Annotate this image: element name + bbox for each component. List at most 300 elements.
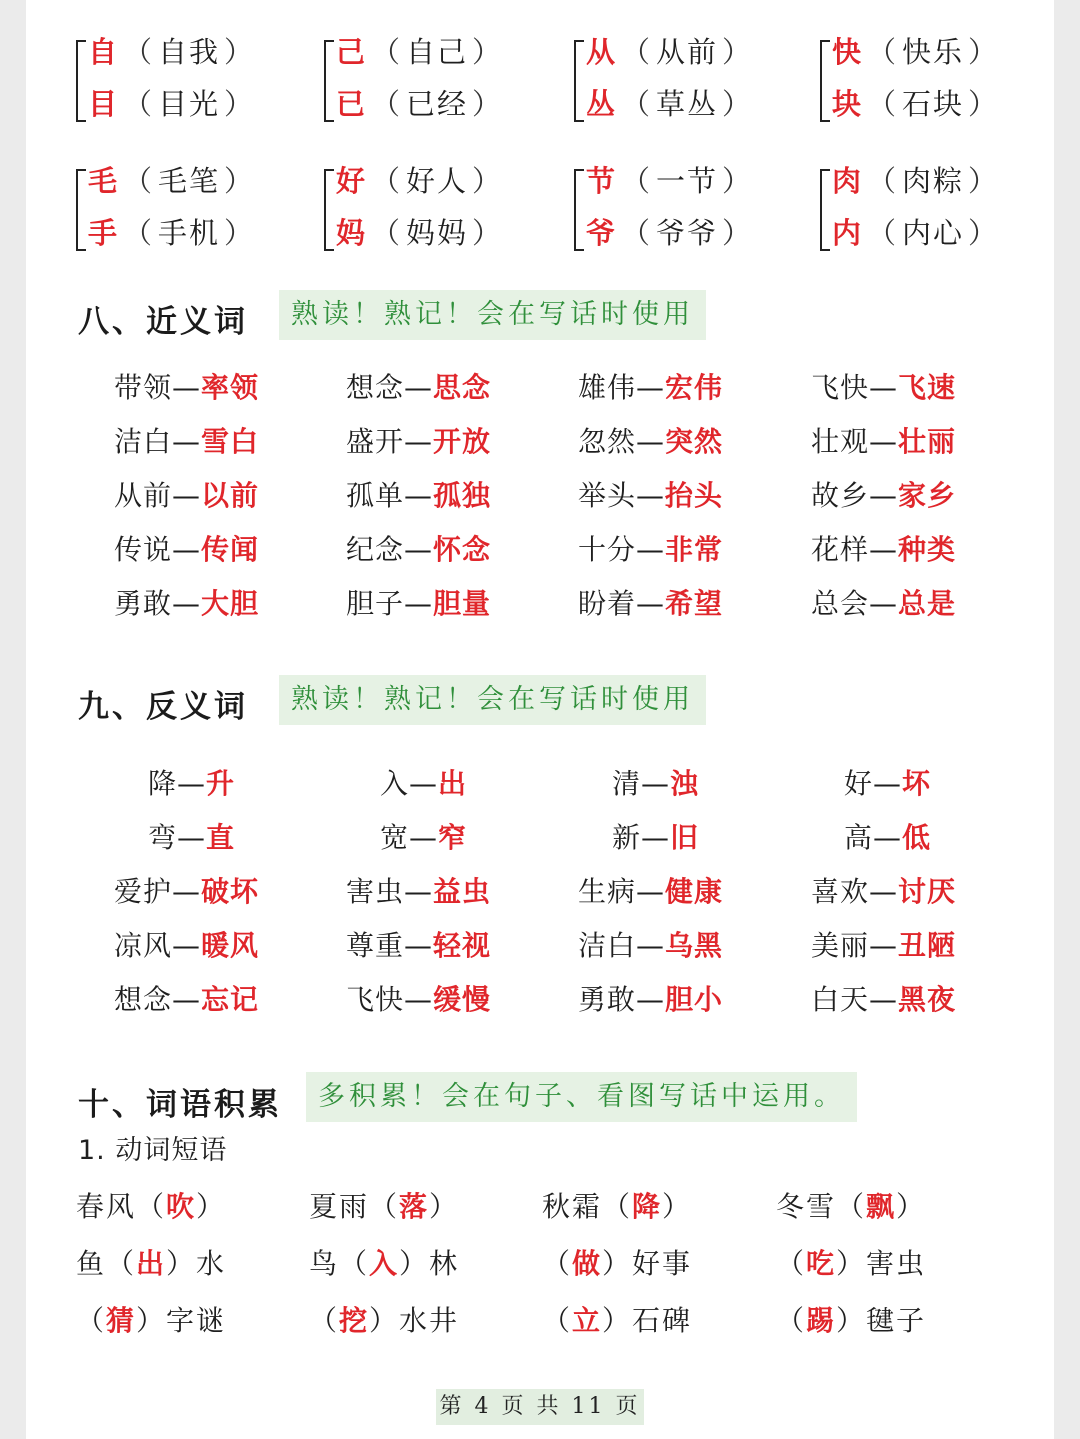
open-paren: （ [123,164,155,198]
page-footer: 第 4 页 共 11 页 [436,1389,644,1425]
phrase-verb: 落 [399,1190,430,1223]
word-answer: 丑陋 [898,929,957,962]
open-paren: （ [621,87,653,121]
word-answer: 低 [902,821,932,854]
char-pair-line [586,159,757,200]
word-answer: 坏 [902,767,932,800]
close-paren: ） [224,35,256,69]
word-pair [578,870,723,910]
example-word: 好人 [406,164,469,198]
phrase-verb: 踢 [806,1304,837,1337]
char-pair-group [820,30,1040,142]
dash: — [869,533,899,566]
char-pair-group [820,159,1040,271]
bracket-mark [324,169,334,251]
dash: — [404,983,434,1016]
phrase-suffix: ） [662,1190,693,1223]
word-base: 故乡 [811,479,870,512]
word-answer: 直 [206,821,236,854]
dash: — [404,425,434,458]
word-pair [346,870,491,910]
word-base: 忽然 [578,425,637,458]
dash: — [172,929,202,962]
word-pair [844,762,931,802]
verb-phrase [776,1299,926,1339]
word-pair [114,870,259,910]
word-answer: 旧 [670,821,700,854]
phrase-prefix: （ [542,1247,573,1280]
word-base: 盼着 [578,587,637,620]
word-answer: 突然 [665,425,724,458]
dash: — [636,371,666,404]
word-answer: 胆量 [433,587,492,620]
word-pair [811,366,956,406]
word-pair [612,762,699,802]
word-pair [380,816,467,856]
open-paren: （ [371,35,403,69]
close-paren: ） [722,216,754,250]
verb-phrase [76,1299,226,1339]
phrase-suffix: ） [429,1190,460,1223]
word-answer: 飞速 [898,371,957,404]
word-base: 带领 [114,371,173,404]
dash: — [636,479,666,512]
dash: — [404,929,434,962]
phrase-verb: 入 [369,1247,400,1280]
word-answer: 出 [438,767,468,800]
word-answer: 忘记 [201,983,260,1016]
example-word: 快乐 [902,35,965,69]
dash: — [172,587,202,620]
char-pair-group [76,159,296,271]
word-base: 美丽 [811,929,870,962]
word-base: 好 [844,767,874,800]
character: 节 [586,164,618,198]
close-paren: ） [224,216,256,250]
close-paren: ） [472,35,504,69]
example-word: 肉粽 [902,164,965,198]
word-pair [114,924,259,964]
char-pair-line [832,211,1003,252]
word-base: 胆子 [346,587,405,620]
word-answer: 传闻 [201,533,260,566]
phrase-verb: 挖 [339,1304,370,1337]
phrase-prefix: （ [776,1247,807,1280]
phrase-suffix: ）好事 [602,1247,693,1280]
phrase-prefix: 冬雪（ [776,1190,867,1223]
phrase-prefix: （ [309,1304,340,1337]
dash: — [869,371,899,404]
verb-phrase [309,1242,459,1282]
character: 好 [336,164,368,198]
phrase-suffix: ）毽子 [836,1304,927,1337]
character: 目 [88,87,120,121]
word-pair [346,924,491,964]
character: 从 [586,35,618,69]
word-base: 害虫 [346,875,405,908]
close-paren: ） [722,87,754,121]
open-paren: （ [371,87,403,121]
word-base: 高 [844,821,874,854]
close-paren: ） [722,35,754,69]
example-word: 手机 [158,216,221,250]
close-paren: ） [472,164,504,198]
word-pair [148,816,235,856]
word-base: 从前 [114,479,173,512]
word-pair [811,870,956,910]
phrase-suffix: ）林 [399,1247,460,1280]
open-paren: （ [621,35,653,69]
word-base: 凉风 [114,929,173,962]
dash: — [177,767,207,800]
phrase-suffix: ） [896,1190,927,1223]
open-paren: （ [123,87,155,121]
char-pair-group [324,159,544,271]
phrase-suffix: ）石碑 [602,1304,693,1337]
dash: — [172,875,202,908]
char-pair-line [88,30,259,71]
char-pair-line [586,82,757,123]
verb-phrase [76,1185,226,1225]
word-base: 白天 [811,983,870,1016]
dash: — [172,479,202,512]
char-pair-line [336,82,507,123]
dash: — [641,821,671,854]
word-base: 洁白 [114,425,173,458]
word-pair [811,528,956,568]
dash: — [636,425,666,458]
word-base: 十分 [578,533,637,566]
word-pair [811,978,956,1018]
dash: — [404,875,434,908]
word-answer: 开放 [433,425,492,458]
word-base: 花样 [811,533,870,566]
open-paren: （ [123,216,155,250]
word-base: 弯 [148,821,178,854]
char-pair-line [336,211,507,252]
example-word: 自己 [406,35,469,69]
word-base: 纪念 [346,533,405,566]
word-pair [346,978,491,1018]
phrase-prefix: 鱼（ [76,1247,137,1280]
word-answer: 升 [206,767,236,800]
word-answer: 胆小 [665,983,724,1016]
phrase-suffix: ） [196,1190,227,1223]
word-base: 飞快 [346,983,405,1016]
word-pair [578,924,723,964]
dash: — [404,479,434,512]
phrase-verb: 猜 [106,1304,137,1337]
dash: — [636,533,666,566]
word-answer: 抬头 [665,479,724,512]
open-paren: （ [371,216,403,250]
verb-phrase [776,1242,926,1282]
phrase-verb: 出 [136,1247,167,1280]
dash: — [172,425,202,458]
dash: — [873,767,903,800]
close-paren: ） [224,87,256,121]
phrase-suffix: ）害虫 [836,1247,927,1280]
close-paren: ） [472,216,504,250]
word-base: 壮观 [811,425,870,458]
word-accumulation-tip: 多积累！会在句子、看图写话中运用。 [306,1072,857,1122]
dash: — [172,983,202,1016]
verb-phrase [776,1185,926,1225]
word-pair [578,582,723,622]
dash: — [869,479,899,512]
bracket-mark [76,169,86,251]
example-word: 自我 [158,35,221,69]
word-base: 降 [148,767,178,800]
character: 已 [336,87,368,121]
word-accumulation-heading: 十、词语积累 [78,1087,282,1123]
word-answer: 壮丽 [898,425,957,458]
antonyms-heading: 九、反义词 [78,689,248,725]
dash: — [636,929,666,962]
word-base: 飞快 [811,371,870,404]
word-answer: 大胆 [201,587,260,620]
phrase-prefix: 夏雨（ [309,1190,400,1223]
word-answer: 孤独 [433,479,492,512]
word-pair [380,762,467,802]
phrase-verb: 吹 [166,1190,197,1223]
char-pair-line [88,159,259,200]
close-paren: ） [968,216,1000,250]
word-pair [346,528,491,568]
example-word: 已经 [406,87,469,121]
character: 妈 [336,216,368,250]
example-word: 一节 [656,164,719,198]
example-word: 目光 [158,87,221,121]
word-base: 宽 [380,821,410,854]
bracket-mark [820,40,830,122]
word-pair [844,816,931,856]
word-base: 想念 [346,371,405,404]
char-pair-line [88,82,259,123]
word-base: 想念 [114,983,173,1016]
open-paren: （ [371,164,403,198]
phrase-prefix: 春风（ [76,1190,167,1223]
word-base: 新 [612,821,642,854]
character: 爷 [586,216,618,250]
dash: — [869,875,899,908]
dash: — [636,587,666,620]
word-base: 勇敢 [114,587,173,620]
word-answer: 讨厌 [898,875,957,908]
close-paren: ） [968,87,1000,121]
close-paren: ） [968,164,1000,198]
word-answer: 缓慢 [433,983,492,1016]
word-answer: 宏伟 [665,371,724,404]
char-pair-group [574,30,794,142]
word-answer: 希望 [665,587,724,620]
word-base: 洁白 [578,929,637,962]
char-pair-group [324,30,544,142]
word-answer: 窄 [438,821,468,854]
bracket-mark [574,40,584,122]
synonyms-heading: 八、近义词 [78,304,248,340]
character: 手 [88,216,120,250]
word-base: 盛开 [346,425,405,458]
word-pair [346,420,491,460]
synonyms-tip: 熟读！熟记！会在写话时使用 [279,290,706,340]
word-pair [114,420,259,460]
character: 肉 [832,164,864,198]
character: 快 [832,35,864,69]
phrase-prefix: （ [776,1304,807,1337]
word-answer: 益虫 [433,875,492,908]
word-answer: 种类 [898,533,957,566]
char-pair-group [574,159,794,271]
phrase-prefix: 鸟（ [309,1247,370,1280]
phrase-suffix: ）水 [166,1247,227,1280]
word-pair [346,366,491,406]
phrase-prefix: （ [76,1304,107,1337]
word-base: 雄伟 [578,371,637,404]
dash: — [172,533,202,566]
open-paren: （ [867,216,899,250]
dash: — [409,821,439,854]
dash: — [177,821,207,854]
bracket-mark [76,40,86,122]
close-paren: ） [968,35,1000,69]
example-word: 草丛 [656,87,719,121]
word-base: 喜欢 [811,875,870,908]
character: 自 [88,35,120,69]
phrase-verb: 做 [572,1247,603,1280]
close-paren: ） [722,164,754,198]
word-base: 尊重 [346,929,405,962]
char-pair-line [586,211,757,252]
word-base: 举头 [578,479,637,512]
word-pair [148,762,235,802]
word-answer: 总是 [898,587,957,620]
word-base: 总会 [811,587,870,620]
word-pair [578,528,723,568]
antonyms-tip: 熟读！熟记！会在写话时使用 [279,675,706,725]
bracket-mark [820,169,830,251]
example-word: 妈妈 [406,216,469,250]
dash: — [869,983,899,1016]
open-paren: （ [867,87,899,121]
open-paren: （ [867,35,899,69]
char-pair-group [76,30,296,142]
character: 内 [832,216,864,250]
dash: — [636,983,666,1016]
word-answer: 轻视 [433,929,492,962]
open-paren: （ [123,35,155,69]
char-pair-line [586,30,757,71]
dash: — [409,767,439,800]
word-pair [578,420,723,460]
word-base: 勇敢 [578,983,637,1016]
character: 丛 [586,87,618,121]
word-answer: 暖风 [201,929,260,962]
character: 己 [336,35,368,69]
verb-phrase [542,1299,692,1339]
word-answer: 健康 [665,875,724,908]
phrase-verb: 降 [632,1190,663,1223]
char-pair-line [832,82,1003,123]
verb-phrase [76,1242,226,1282]
char-pair-line [336,30,507,71]
verb-phrase [542,1242,692,1282]
dash: — [404,533,434,566]
verb-phrase [542,1185,692,1225]
word-answer: 非常 [665,533,724,566]
example-word: 从前 [656,35,719,69]
word-base: 清 [612,767,642,800]
close-paren: ） [224,164,256,198]
word-answer: 黑夜 [898,983,957,1016]
word-base: 爱护 [114,875,173,908]
verb-phrases-subheading: 1. 动词短语 [78,1135,228,1166]
word-base: 传说 [114,533,173,566]
dash: — [869,587,899,620]
phrase-suffix: ）字谜 [136,1304,227,1337]
word-answer: 以前 [201,479,260,512]
word-pair [346,582,491,622]
word-pair [578,366,723,406]
dash: — [404,587,434,620]
verb-phrase [309,1185,459,1225]
word-pair [346,474,491,514]
word-base: 生病 [578,875,637,908]
bracket-mark [324,40,334,122]
word-pair [612,816,699,856]
word-pair [114,528,259,568]
example-word: 爷爷 [656,216,719,250]
dash: — [641,767,671,800]
character: 块 [832,87,864,121]
word-answer: 怀念 [433,533,492,566]
word-pair [114,474,259,514]
word-answer: 率领 [201,371,260,404]
dash: — [636,875,666,908]
phrase-prefix: （ [542,1304,573,1337]
char-pair-line [336,159,507,200]
word-pair [811,420,956,460]
example-word: 毛笔 [158,164,221,198]
word-answer: 破坏 [201,875,260,908]
dash: — [873,821,903,854]
phrase-prefix: 秋霜（ [542,1190,633,1223]
word-pair [811,924,956,964]
dash: — [869,929,899,962]
word-answer: 雪白 [201,425,260,458]
word-pair [114,366,259,406]
close-paren: ） [472,87,504,121]
word-pair [811,582,956,622]
word-pair [578,474,723,514]
word-answer: 家乡 [898,479,957,512]
phrase-verb: 立 [572,1304,603,1337]
phrase-verb: 吃 [806,1247,837,1280]
char-pair-line [832,30,1003,71]
phrase-suffix: ）水井 [369,1304,460,1337]
word-answer: 乌黑 [665,929,724,962]
dash: — [869,425,899,458]
word-pair [811,474,956,514]
open-paren: （ [867,164,899,198]
phrase-verb: 飘 [866,1190,897,1223]
word-answer: 思念 [433,371,492,404]
dash: — [404,371,434,404]
word-pair [114,582,259,622]
word-base: 孤单 [346,479,405,512]
open-paren: （ [621,164,653,198]
example-word: 内心 [902,216,965,250]
